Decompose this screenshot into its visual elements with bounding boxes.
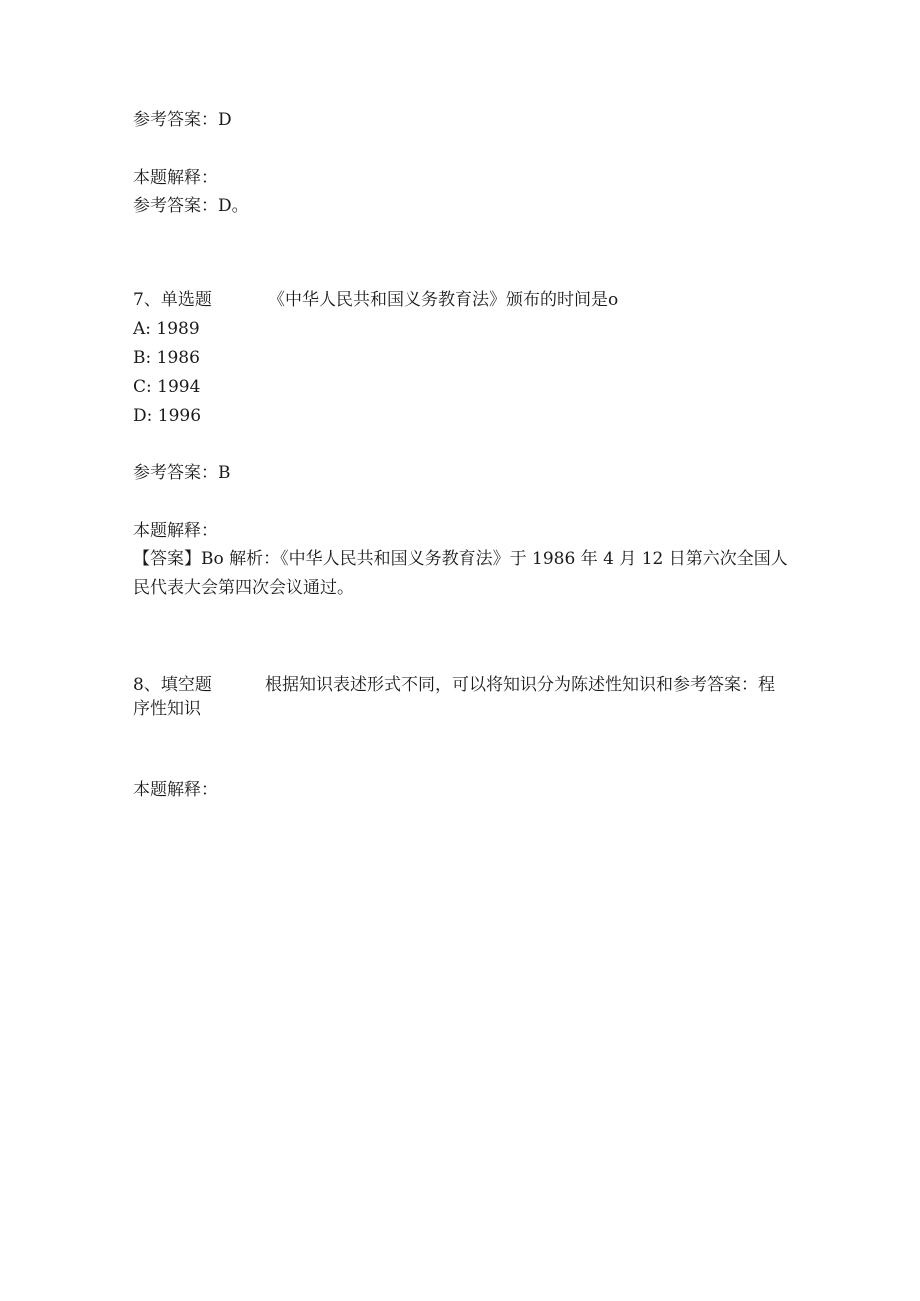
- q7-explain-label: 本题解释：: [133, 521, 218, 541]
- prev-explain-text: 参考答案：D。: [133, 196, 249, 216]
- q8-stem-line2: 序性知识: [133, 699, 201, 719]
- q7-stem: 《中华人民共和国义务教育法》颁布的时间是o: [268, 290, 619, 310]
- q7-number-type: 7、单选题: [133, 290, 212, 310]
- prev-answer: 参考答案：D: [133, 110, 232, 130]
- q7-explain-line1: 【答案】Bo 解析：《中华人民共和国义务教育法》于 1986 年 4 月 12 日第六次全国人: [133, 549, 788, 569]
- q7-option-a: A: 1989: [133, 319, 200, 339]
- q8-stem-line1: 根据知识表述形式不同，可以将知识分为陈述性知识和参考答案：程: [265, 675, 775, 695]
- prev-explain-label: 本题解释：: [133, 168, 218, 188]
- q7-option-b: B: 1986: [133, 348, 200, 368]
- q7-option-c: C: 1994: [133, 377, 201, 397]
- q7-answer: 参考答案：B: [133, 463, 231, 483]
- q7-explain-line2: 民代表大会第四次会议通过。: [133, 578, 354, 598]
- q8-explain-label: 本题解释：: [133, 780, 218, 800]
- q7-option-d: D: 1996: [133, 406, 202, 426]
- q8-number-type: 8、填空题: [133, 675, 212, 695]
